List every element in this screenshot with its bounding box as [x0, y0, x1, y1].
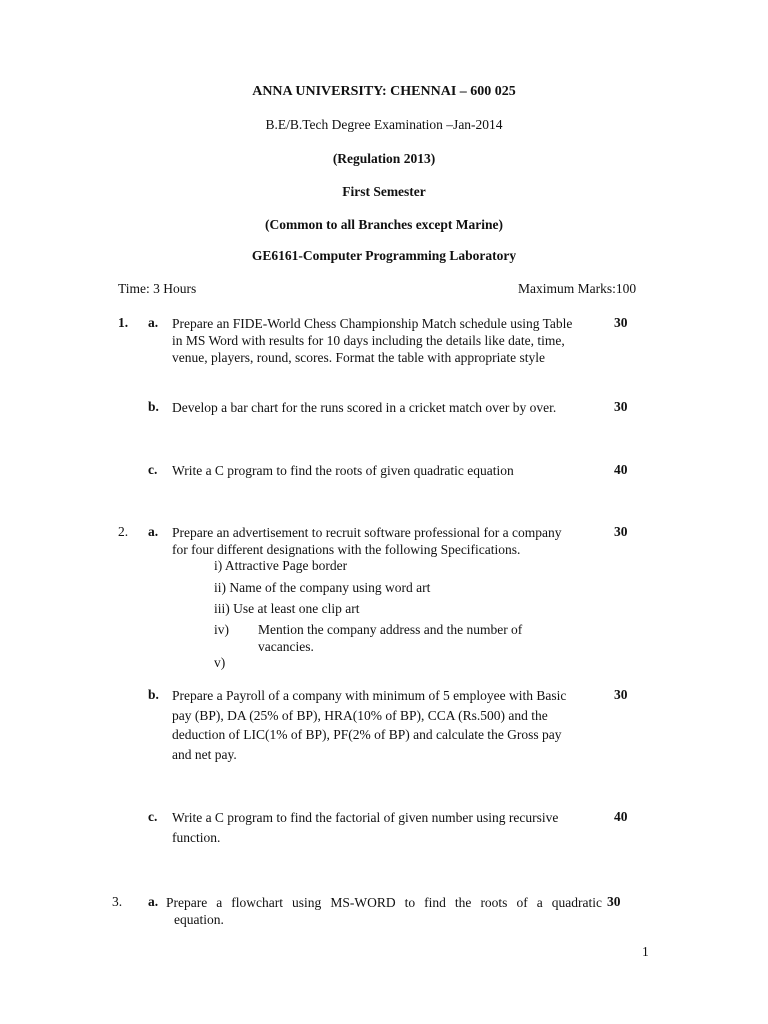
marks: 40: [614, 809, 628, 824]
part-label: a.: [148, 315, 159, 330]
course-title: GE6161-Computer Programming Laboratory: [251, 248, 517, 263]
part-label: b.: [148, 687, 159, 702]
regulation: (Regulation 2013): [332, 151, 436, 166]
exam-name: B.E/B.Tech Degree Examination –Jan-2014: [265, 117, 503, 132]
question-number: 1.: [118, 315, 129, 330]
question-number: 2.: [118, 524, 129, 539]
spec-item: ii) Name of the company using word art: [214, 580, 431, 595]
marks: 40: [614, 462, 628, 477]
part-label: c.: [148, 809, 158, 824]
marks: 30: [614, 315, 628, 330]
question-text: Write a C program to find the roots of given quadratic equation: [172, 463, 514, 478]
spec-item: Mention the company address and the number of vacancies.: [258, 622, 523, 654]
question-text: Develop a bar chart for the runs scored in a cricket match over by over.: [172, 400, 557, 415]
semester: First Semester: [342, 184, 426, 199]
marks: 30: [614, 399, 628, 414]
part-label: a.: [148, 894, 159, 909]
university-title: ANNA UNIVERSITY: CHENNAI – 600 025: [252, 84, 516, 99]
question-text: Prepare a Payroll of a company with minimum of 5 employee with Basic pay (BP), DA (25% of BP), HRA(10% of BP), CCA (Rs.500) and the deduction of LIC(1% of BP), PF(2% of BP) and calculate the Gross pay and net pay.: [172, 688, 567, 762]
marks: 30: [614, 687, 628, 702]
question-text: Prepare an advertisement to recruit software professional for a company for four different designations with the following Specifications.: [172, 525, 562, 557]
part-label: b.: [148, 399, 159, 414]
page-number: 1: [642, 944, 649, 959]
question-text: Write a C program to find the factorial of given number using recursive function.: [172, 810, 559, 845]
spec-item: iii) Use at least one clip art: [214, 601, 360, 616]
time-allowed: Time: 3 Hours: [118, 281, 197, 296]
spec-item-label: iv): [214, 622, 229, 637]
branches-note: (Common to all Branches except Marine): [264, 217, 504, 232]
question-text: Prepare a flowchart using MS-WORD to find the roots of a quadratic equation.: [166, 895, 602, 927]
spec-item-label: v): [214, 655, 226, 670]
spec-item: i) Attractive Page border: [214, 558, 348, 573]
part-label: a.: [148, 524, 159, 539]
marks: 30: [614, 524, 628, 539]
question-text: Prepare an FIDE-World Chess Championship Match schedule using Table in MS Word with results for 10 days including the details like date, time, venue, players, round, scores. Format the table with appropriate style: [172, 316, 573, 365]
part-label: c.: [148, 462, 158, 477]
maximum-marks: Maximum Marks:100: [518, 281, 637, 296]
marks: 30: [607, 894, 621, 909]
question-number: 3.: [112, 894, 123, 909]
